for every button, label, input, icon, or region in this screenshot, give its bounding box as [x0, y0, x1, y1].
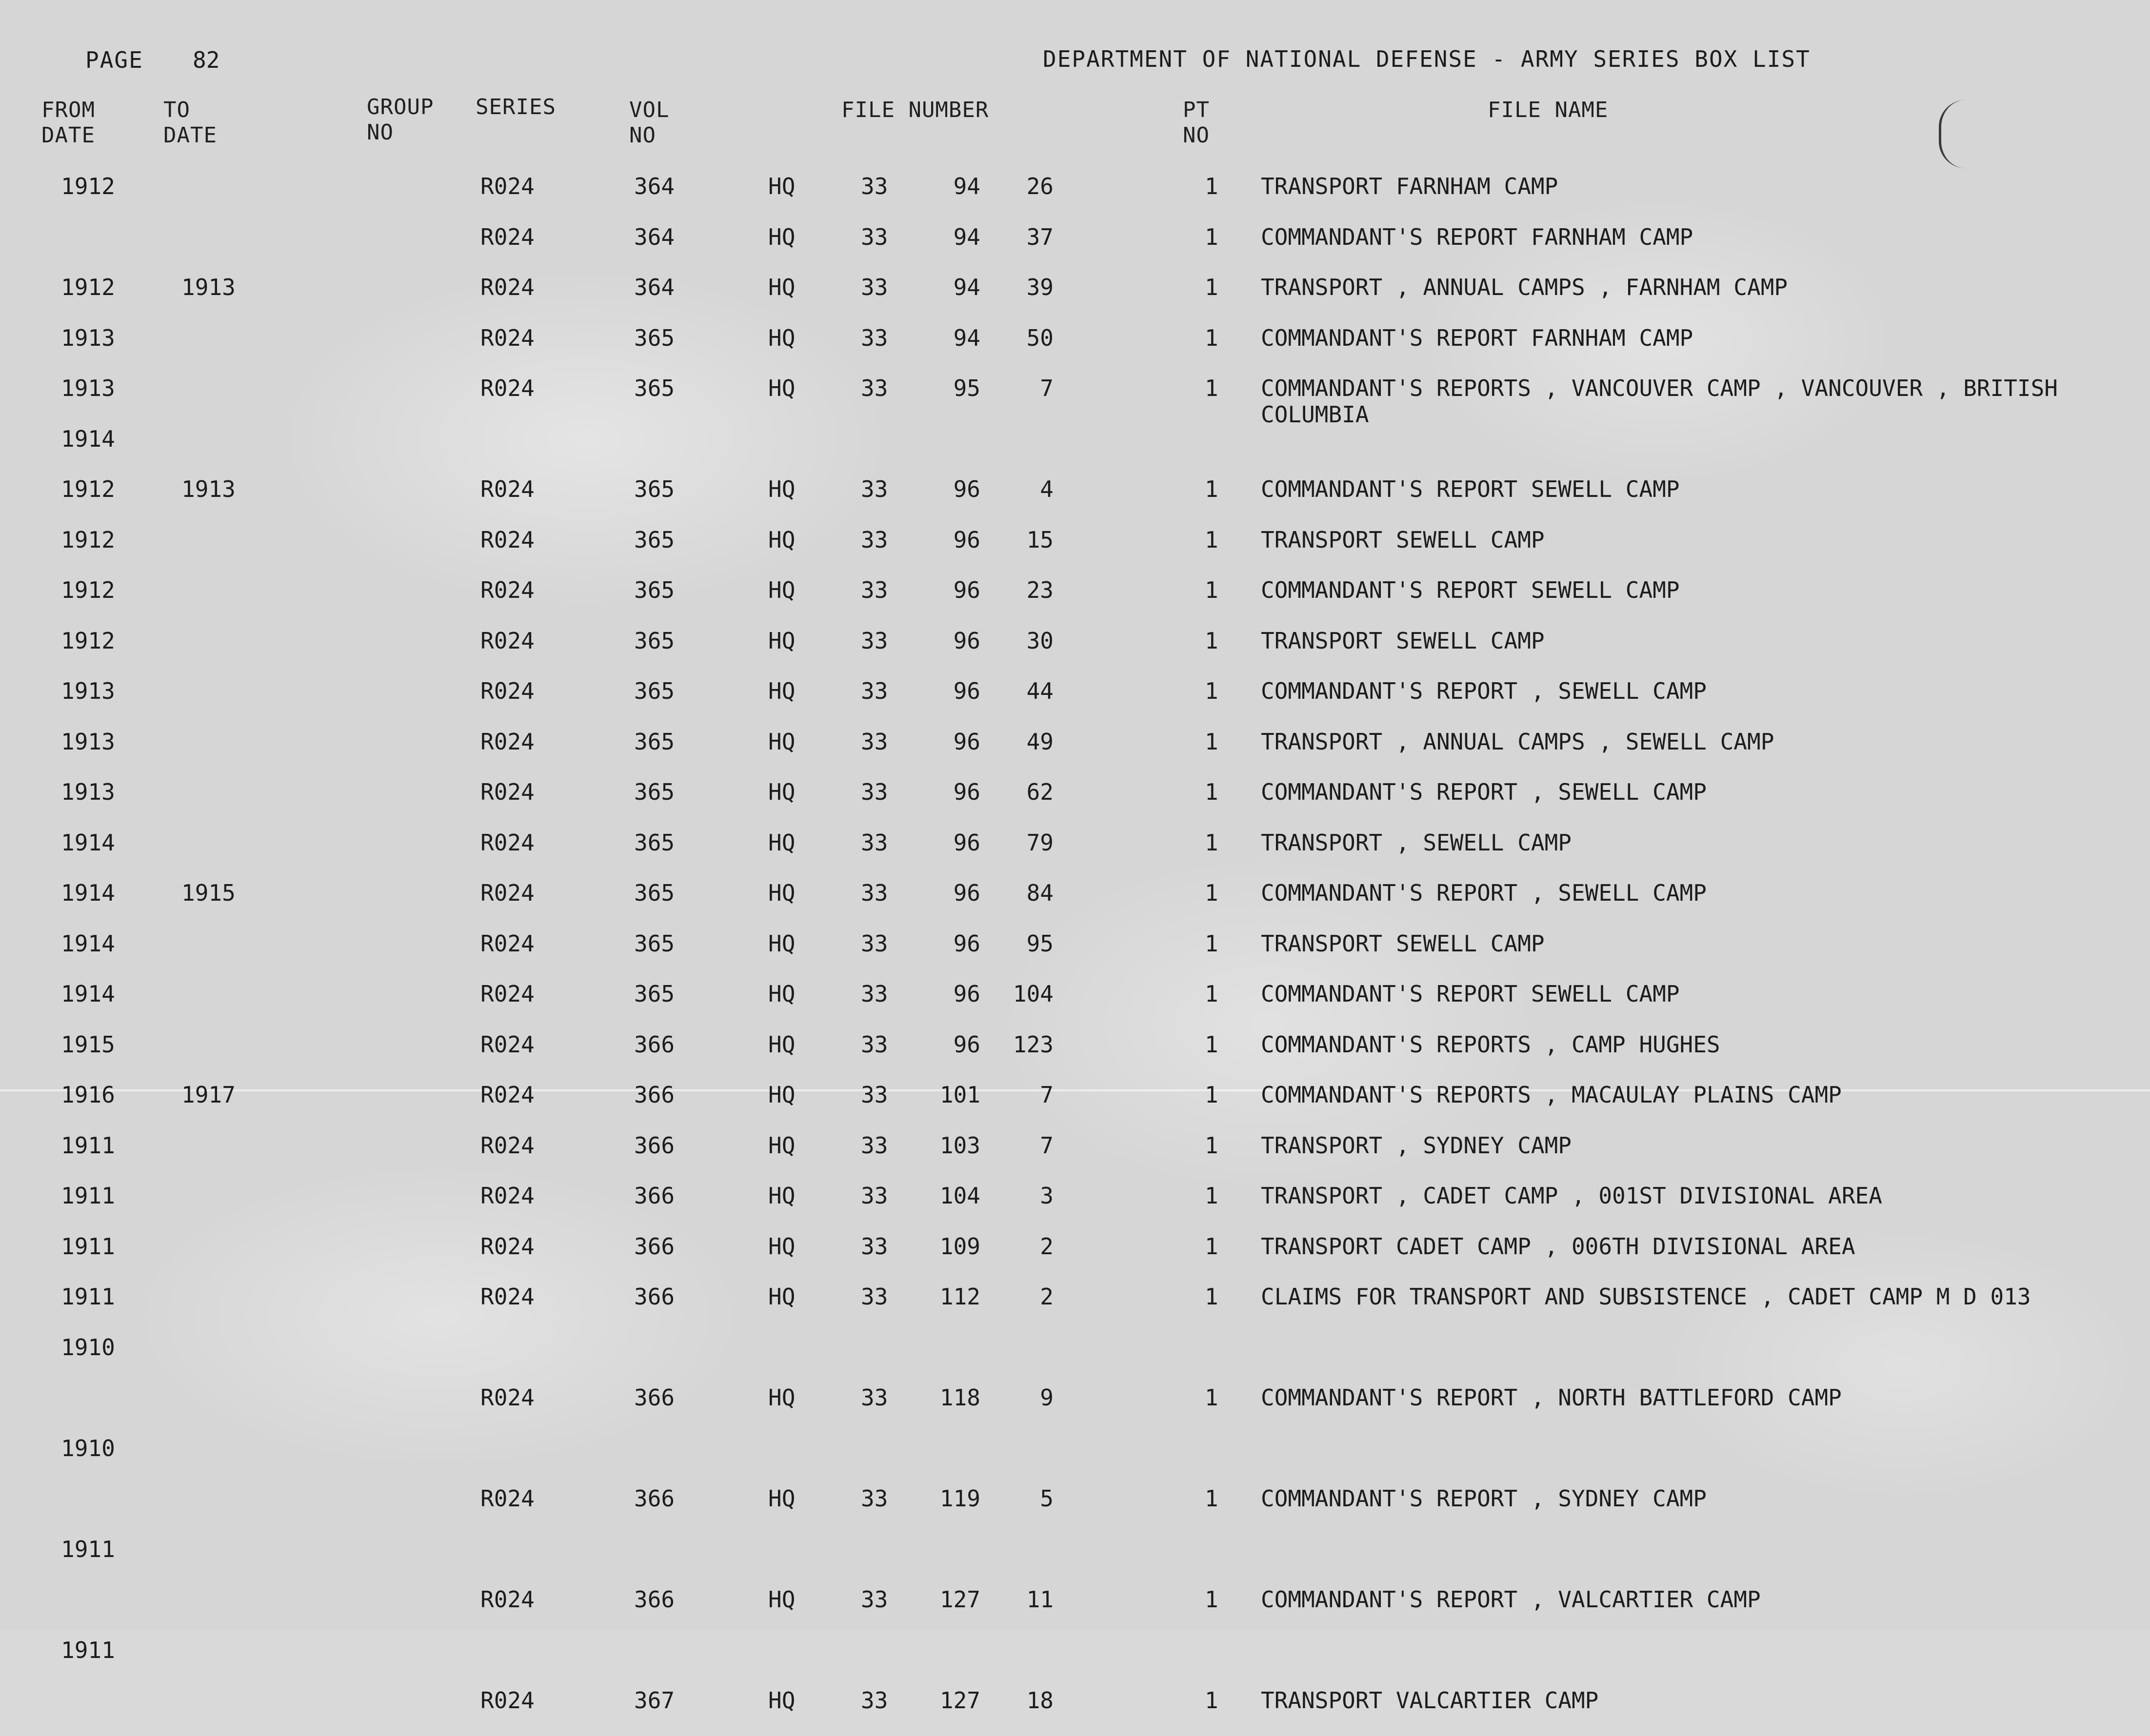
- file-name-cell: COMMANDANT'S REPORT SEWELL CAMP: [1261, 476, 1680, 502]
- file-name-cell: COMMANDANT'S REPORT , VALCARTIER CAMP: [1261, 1586, 1761, 1613]
- file-number-part-2-cell: 96: [953, 1031, 980, 1058]
- file-name-cell: TRANSPORT , ANNUAL CAMPS , FARNHAM CAMP: [1261, 274, 1788, 300]
- file-number-part-2-cell: 112: [939, 1283, 980, 1310]
- column-header-to-date: TO DATE: [163, 98, 217, 148]
- file-number-part-2-cell: 96: [953, 577, 980, 603]
- volume-cell: 365: [634, 476, 675, 502]
- series-cell: R024: [480, 779, 535, 805]
- part-number-cell: 1: [1205, 829, 1218, 856]
- series-cell: R024: [480, 223, 535, 250]
- volume-cell: 366: [634, 1183, 675, 1209]
- from-date-cell: 1911: [61, 1637, 115, 1663]
- volume-cell: 366: [634, 1283, 675, 1310]
- file-name-cell: TRANSPORT SEWELL CAMP: [1261, 627, 1545, 654]
- file-number-part-2-cell: 94: [953, 324, 980, 351]
- table-row: [0, 1283, 2150, 1332]
- from-date-cell: 1914: [61, 930, 115, 957]
- file-prefix-cell: HQ: [768, 1132, 796, 1159]
- file-name-cell: TRANSPORT CADET CAMP , 006TH DIVISIONAL AREA: [1261, 1233, 1855, 1260]
- table-row: [0, 628, 2150, 676]
- file-name-cell: TRANSPORT , ANNUAL CAMPS , SEWELL CAMP: [1261, 728, 1774, 755]
- table-row: [0, 981, 2150, 1029]
- from-date-cell: 1913: [61, 375, 115, 401]
- file-number-part-3-cell: 104: [1013, 981, 1054, 1007]
- from-date-cell: 1913: [61, 779, 115, 805]
- volume-cell: 365: [634, 779, 675, 805]
- table-row: [0, 1687, 2150, 1736]
- column-header-pt-no: PT NO: [1183, 98, 1210, 148]
- table-row: [0, 729, 2150, 777]
- to-date-cell: 1913: [181, 476, 236, 502]
- file-prefix-cell: HQ: [768, 1283, 796, 1310]
- table-row: [0, 375, 2150, 428]
- part-number-cell: 1: [1205, 274, 1218, 300]
- file-number-part-3-cell: 15: [1026, 526, 1054, 553]
- series-cell: R024: [480, 1233, 535, 1260]
- file-number-part-3-cell: 5: [1040, 1485, 1054, 1512]
- volume-cell: 365: [634, 627, 675, 654]
- table-row: [0, 325, 2150, 374]
- volume-cell: 365: [634, 375, 675, 401]
- file-number-part-3-cell: 49: [1026, 728, 1054, 755]
- series-cell: R024: [480, 1031, 535, 1058]
- file-prefix-cell: HQ: [768, 981, 796, 1007]
- part-number-cell: 1: [1205, 880, 1218, 906]
- file-prefix-cell: HQ: [768, 526, 796, 553]
- file-number-part-2-cell: 96: [953, 981, 980, 1007]
- file-number-part-3-cell: 79: [1026, 829, 1054, 856]
- from-date-cell: 1916: [61, 1082, 115, 1108]
- file-number-part-2-cell: 96: [953, 476, 980, 502]
- table-row: [0, 1082, 2150, 1130]
- file-prefix-cell: HQ: [768, 880, 796, 906]
- page-label: PAGE: [85, 47, 143, 73]
- table-row: [0, 476, 2150, 525]
- file-number-part-2-cell: 94: [953, 274, 980, 300]
- series-cell: R024: [480, 375, 535, 401]
- file-number-part-2-cell: 96: [953, 728, 980, 755]
- from-date-cell: 1912: [61, 476, 115, 502]
- table-row: [0, 426, 2150, 474]
- file-prefix-cell: HQ: [768, 1233, 796, 1260]
- series-cell: R024: [480, 476, 535, 502]
- file-number-part-1-cell: 33: [861, 1183, 888, 1209]
- table-row: [0, 779, 2150, 828]
- file-number-part-3-cell: 9: [1040, 1384, 1054, 1411]
- file-number-part-3-cell: 95: [1026, 930, 1054, 957]
- file-prefix-cell: HQ: [768, 678, 796, 704]
- file-number-part-2-cell: 96: [953, 829, 980, 856]
- volume-cell: 366: [634, 1082, 675, 1108]
- file-number-part-3-cell: 62: [1026, 779, 1054, 805]
- file-number-part-2-cell: 95: [953, 375, 980, 401]
- from-date-cell: 1912: [61, 526, 115, 553]
- part-number-cell: 1: [1205, 1233, 1218, 1260]
- table-row: [0, 224, 2150, 273]
- part-number-cell: 1: [1205, 1132, 1218, 1159]
- part-number-cell: 1: [1205, 324, 1218, 351]
- file-prefix-cell: HQ: [768, 779, 796, 805]
- part-number-cell: 1: [1205, 1687, 1218, 1714]
- to-date-cell: 1913: [181, 274, 236, 300]
- file-name-cell: COMMANDANT'S REPORTS , VANCOUVER CAMP , VANCOUVER , BRITISH COLUMBIA: [1261, 375, 2058, 428]
- part-number-cell: 1: [1205, 577, 1218, 603]
- file-name-cell: TRANSPORT FARNHAM CAMP: [1261, 173, 1558, 199]
- file-number-part-1-cell: 33: [861, 1233, 888, 1260]
- file-number-part-3-cell: 123: [1013, 1031, 1054, 1058]
- volume-cell: 365: [634, 829, 675, 856]
- file-name-cell: COMMANDANT'S REPORTS , CAMP HUGHES: [1261, 1031, 1720, 1058]
- table-row: [0, 173, 2150, 222]
- file-number-part-2-cell: 96: [953, 627, 980, 654]
- file-number-part-3-cell: 3: [1040, 1183, 1054, 1209]
- file-number-part-1-cell: 33: [861, 678, 888, 704]
- file-name-cell: TRANSPORT , SEWELL CAMP: [1261, 829, 1572, 856]
- part-number-cell: 1: [1205, 1485, 1218, 1512]
- part-number-cell: 1: [1205, 1283, 1218, 1310]
- part-number-cell: 1: [1205, 526, 1218, 553]
- file-number-part-1-cell: 33: [861, 1082, 888, 1108]
- part-number-cell: 1: [1205, 173, 1218, 199]
- series-cell: R024: [480, 1485, 535, 1512]
- table-row: [0, 1637, 2150, 1686]
- part-number-cell: 1: [1205, 981, 1218, 1007]
- from-date-cell: 1912: [61, 274, 115, 300]
- file-name-cell: COMMANDANT'S REPORT FARNHAM CAMP: [1261, 324, 1693, 351]
- file-number-part-1-cell: 33: [861, 779, 888, 805]
- from-date-cell: 1913: [61, 324, 115, 351]
- file-number-part-1-cell: 33: [861, 223, 888, 250]
- file-number-part-3-cell: 26: [1026, 173, 1054, 199]
- file-prefix-cell: HQ: [768, 627, 796, 654]
- volume-cell: 364: [634, 223, 675, 250]
- file-prefix-cell: HQ: [768, 324, 796, 351]
- from-date-cell: 1912: [61, 627, 115, 654]
- volume-cell: 365: [634, 324, 675, 351]
- table-row: [0, 678, 2150, 727]
- file-name-cell: TRANSPORT SEWELL CAMP: [1261, 526, 1545, 553]
- file-number-part-3-cell: 23: [1026, 577, 1054, 603]
- volume-cell: 365: [634, 930, 675, 957]
- file-name-cell: TRANSPORT , SYDNEY CAMP: [1261, 1132, 1572, 1159]
- from-date-cell: 1913: [61, 678, 115, 704]
- from-date-cell: 1914: [61, 880, 115, 906]
- volume-cell: 367: [634, 1687, 675, 1714]
- from-date-cell: 1910: [61, 1334, 115, 1361]
- file-number-part-2-cell: 96: [953, 779, 980, 805]
- file-prefix-cell: HQ: [768, 728, 796, 755]
- series-cell: R024: [480, 981, 535, 1007]
- file-number-part-2-cell: 96: [953, 526, 980, 553]
- series-cell: R024: [480, 1082, 535, 1108]
- file-prefix-cell: HQ: [768, 274, 796, 300]
- file-number-part-1-cell: 33: [861, 1485, 888, 1512]
- table-row: [0, 274, 2150, 323]
- file-prefix-cell: HQ: [768, 1183, 796, 1209]
- file-number-part-1-cell: 33: [861, 577, 888, 603]
- file-number-part-2-cell: 109: [939, 1233, 980, 1260]
- part-number-cell: 1: [1205, 1082, 1218, 1108]
- part-number-cell: 1: [1205, 1183, 1218, 1209]
- part-number-cell: 1: [1205, 678, 1218, 704]
- file-number-part-1-cell: 33: [861, 1283, 888, 1310]
- file-prefix-cell: HQ: [768, 375, 796, 401]
- series-cell: R024: [480, 1586, 535, 1613]
- file-number-part-2-cell: 118: [939, 1384, 980, 1411]
- file-number-part-1-cell: 33: [861, 274, 888, 300]
- file-prefix-cell: HQ: [768, 223, 796, 250]
- file-name-cell: CLAIMS FOR TRANSPORT AND SUBSISTENCE , CADET CAMP M D 013: [1261, 1283, 2031, 1310]
- file-prefix-cell: HQ: [768, 577, 796, 603]
- from-date-cell: 1914: [61, 425, 115, 452]
- file-prefix-cell: HQ: [768, 1384, 796, 1411]
- file-name-cell: COMMANDANT'S REPORT , SEWELL CAMP: [1261, 779, 1707, 805]
- series-cell: R024: [480, 274, 535, 300]
- file-number-part-1-cell: 33: [861, 627, 888, 654]
- part-number-cell: 1: [1205, 476, 1218, 502]
- series-cell: R024: [480, 880, 535, 906]
- volume-cell: 365: [634, 981, 675, 1007]
- file-number-part-1-cell: 33: [861, 1687, 888, 1714]
- table-row: [0, 577, 2150, 626]
- from-date-cell: 1912: [61, 173, 115, 199]
- file-number-part-1-cell: 33: [861, 476, 888, 502]
- volume-cell: 365: [634, 678, 675, 704]
- file-number-part-2-cell: 96: [953, 678, 980, 704]
- file-number-part-3-cell: 50: [1026, 324, 1054, 351]
- file-name-cell: COMMANDANT'S REPORT , SEWELL CAMP: [1261, 678, 1707, 704]
- file-number-part-3-cell: 18: [1026, 1687, 1054, 1714]
- series-cell: R024: [480, 1183, 535, 1209]
- from-date-cell: 1911: [61, 1283, 115, 1310]
- series-cell: R024: [480, 1132, 535, 1159]
- file-prefix-cell: HQ: [768, 173, 796, 199]
- series-cell: R024: [480, 173, 535, 199]
- file-number-part-3-cell: 44: [1026, 678, 1054, 704]
- volume-cell: 366: [634, 1586, 675, 1613]
- part-number-cell: 1: [1205, 1031, 1218, 1058]
- file-number-part-3-cell: 84: [1026, 880, 1054, 906]
- table-row: [0, 1384, 2150, 1433]
- volume-cell: 366: [634, 1485, 675, 1512]
- file-name-cell: COMMANDANT'S REPORT FARNHAM CAMP: [1261, 223, 1693, 250]
- file-prefix-cell: HQ: [768, 1485, 796, 1512]
- from-date-cell: 1911: [61, 1183, 115, 1209]
- file-name-cell: TRANSPORT , CADET CAMP , 001ST DIVISIONAL AREA: [1261, 1183, 1882, 1209]
- series-cell: R024: [480, 1384, 535, 1411]
- part-number-cell: 1: [1205, 627, 1218, 654]
- table-row: [0, 1031, 2150, 1080]
- file-number-part-2-cell: 127: [939, 1586, 980, 1613]
- from-date-cell: 1913: [61, 728, 115, 755]
- table-row: [0, 1485, 2150, 1534]
- file-name-cell: TRANSPORT VALCARTIER CAMP: [1261, 1687, 1599, 1714]
- file-name-cell: COMMANDANT'S REPORT SEWELL CAMP: [1261, 577, 1680, 603]
- table-row: [0, 527, 2150, 575]
- file-name-cell: COMMANDANT'S REPORT , SYDNEY CAMP: [1261, 1485, 1707, 1512]
- file-number-part-2-cell: 103: [939, 1132, 980, 1159]
- file-number-part-3-cell: 7: [1040, 375, 1054, 401]
- volume-cell: 366: [634, 1132, 675, 1159]
- file-number-part-2-cell: 101: [939, 1082, 980, 1108]
- table-row: [0, 1132, 2150, 1181]
- file-prefix-cell: HQ: [768, 1687, 796, 1714]
- volume-cell: 365: [634, 880, 675, 906]
- file-number-part-2-cell: 119: [939, 1485, 980, 1512]
- series-cell: R024: [480, 324, 535, 351]
- file-prefix-cell: HQ: [768, 829, 796, 856]
- file-number-part-3-cell: 7: [1040, 1132, 1054, 1159]
- series-cell: R024: [480, 829, 535, 856]
- file-prefix-cell: HQ: [768, 1031, 796, 1058]
- file-number-part-1-cell: 33: [861, 930, 888, 957]
- file-number-part-2-cell: 96: [953, 880, 980, 906]
- series-cell: R024: [480, 627, 535, 654]
- file-name-cell: COMMANDANT'S REPORT SEWELL CAMP: [1261, 981, 1680, 1007]
- column-header-series: SERIES: [476, 95, 556, 119]
- part-number-cell: 1: [1205, 1384, 1218, 1411]
- file-number-part-1-cell: 33: [861, 880, 888, 906]
- series-cell: R024: [480, 577, 535, 603]
- series-cell: R024: [480, 930, 535, 957]
- table-row: [0, 1586, 2150, 1635]
- part-number-cell: 1: [1205, 223, 1218, 250]
- file-number-part-1-cell: 33: [861, 728, 888, 755]
- table-row: [0, 1183, 2150, 1231]
- to-date-cell: 1917: [181, 1082, 236, 1108]
- file-number-part-2-cell: 94: [953, 173, 980, 199]
- volume-cell: 365: [634, 577, 675, 603]
- file-number-part-1-cell: 33: [861, 981, 888, 1007]
- to-date-cell: 1915: [181, 880, 236, 906]
- file-number-part-1-cell: 33: [861, 1384, 888, 1411]
- file-number-part-3-cell: 7: [1040, 1082, 1054, 1108]
- from-date-cell: 1914: [61, 829, 115, 856]
- from-date-cell: 1911: [61, 1536, 115, 1562]
- from-date-cell: 1915: [61, 1031, 115, 1058]
- series-cell: R024: [480, 678, 535, 704]
- series-cell: R024: [480, 526, 535, 553]
- file-number-part-1-cell: 33: [861, 1586, 888, 1613]
- series-cell: R024: [480, 728, 535, 755]
- file-name-cell: COMMANDANT'S REPORTS , MACAULAY PLAINS CAMP: [1261, 1082, 1842, 1108]
- column-header-vol-no: VOL NO: [629, 98, 670, 148]
- file-prefix-cell: HQ: [768, 930, 796, 957]
- part-number-cell: 1: [1205, 930, 1218, 957]
- file-name-cell: TRANSPORT SEWELL CAMP: [1261, 930, 1545, 957]
- table-row: [0, 880, 2150, 928]
- volume-cell: 366: [634, 1384, 675, 1411]
- file-number-part-1-cell: 33: [861, 375, 888, 401]
- column-header-group-no: GROUP NO: [367, 95, 434, 145]
- table-row: [0, 1233, 2150, 1282]
- file-number-part-3-cell: 2: [1040, 1283, 1054, 1310]
- file-number-part-2-cell: 127: [939, 1687, 980, 1714]
- file-number-part-3-cell: 11: [1026, 1586, 1054, 1613]
- volume-cell: 366: [634, 1233, 675, 1260]
- file-number-part-3-cell: 30: [1026, 627, 1054, 654]
- file-number-part-3-cell: 39: [1026, 274, 1054, 300]
- from-date-cell: 1910: [61, 1435, 115, 1461]
- file-number-part-1-cell: 33: [861, 1132, 888, 1159]
- table-row: [0, 1536, 2150, 1585]
- table-row: [0, 1334, 2150, 1383]
- part-number-cell: 1: [1205, 779, 1218, 805]
- table-row: [0, 829, 2150, 878]
- file-number-part-3-cell: 4: [1040, 476, 1054, 502]
- file-number-part-3-cell: 37: [1026, 223, 1054, 250]
- column-header-from-date: FROM DATE: [41, 98, 95, 148]
- series-cell: R024: [480, 1687, 535, 1714]
- file-number-part-2-cell: 104: [939, 1183, 980, 1209]
- volume-cell: 364: [634, 173, 675, 199]
- series-cell: R024: [480, 1283, 535, 1310]
- file-name-cell: COMMANDANT'S REPORT , SEWELL CAMP: [1261, 880, 1707, 906]
- part-number-cell: 1: [1205, 375, 1218, 401]
- volume-cell: 366: [634, 1031, 675, 1058]
- from-date-cell: 1912: [61, 577, 115, 603]
- file-number-part-1-cell: 33: [861, 1031, 888, 1058]
- from-date-cell: 1911: [61, 1233, 115, 1260]
- volume-cell: 364: [634, 274, 675, 300]
- column-header-file-name: FILE NAME: [1488, 98, 1609, 122]
- volume-cell: 365: [634, 526, 675, 553]
- file-number-part-1-cell: 33: [861, 324, 888, 351]
- part-number-cell: 1: [1205, 728, 1218, 755]
- table-row: [0, 930, 2150, 979]
- document-title: DEPARTMENT OF NATIONAL DEFENSE - ARMY SERIES BOX LIST: [1043, 46, 1811, 72]
- column-header-file-number: FILE NUMBER: [841, 98, 989, 122]
- from-date-cell: 1911: [61, 1132, 115, 1159]
- page-number: 82: [193, 47, 220, 73]
- from-date-cell: 1914: [61, 981, 115, 1007]
- file-number-part-3-cell: 2: [1040, 1233, 1054, 1260]
- table-row: [0, 1435, 2150, 1484]
- file-number-part-2-cell: 94: [953, 223, 980, 250]
- file-number-part-1-cell: 33: [861, 526, 888, 553]
- file-prefix-cell: HQ: [768, 1586, 796, 1613]
- file-number-part-1-cell: 33: [861, 173, 888, 199]
- file-name-cell: COMMANDANT'S REPORT , NORTH BATTLEFORD CAMP: [1261, 1384, 1842, 1411]
- file-number-part-2-cell: 96: [953, 930, 980, 957]
- part-number-cell: 1: [1205, 1586, 1218, 1613]
- file-prefix-cell: HQ: [768, 476, 796, 502]
- file-number-part-1-cell: 33: [861, 829, 888, 856]
- file-prefix-cell: HQ: [768, 1082, 796, 1108]
- volume-cell: 365: [634, 728, 675, 755]
